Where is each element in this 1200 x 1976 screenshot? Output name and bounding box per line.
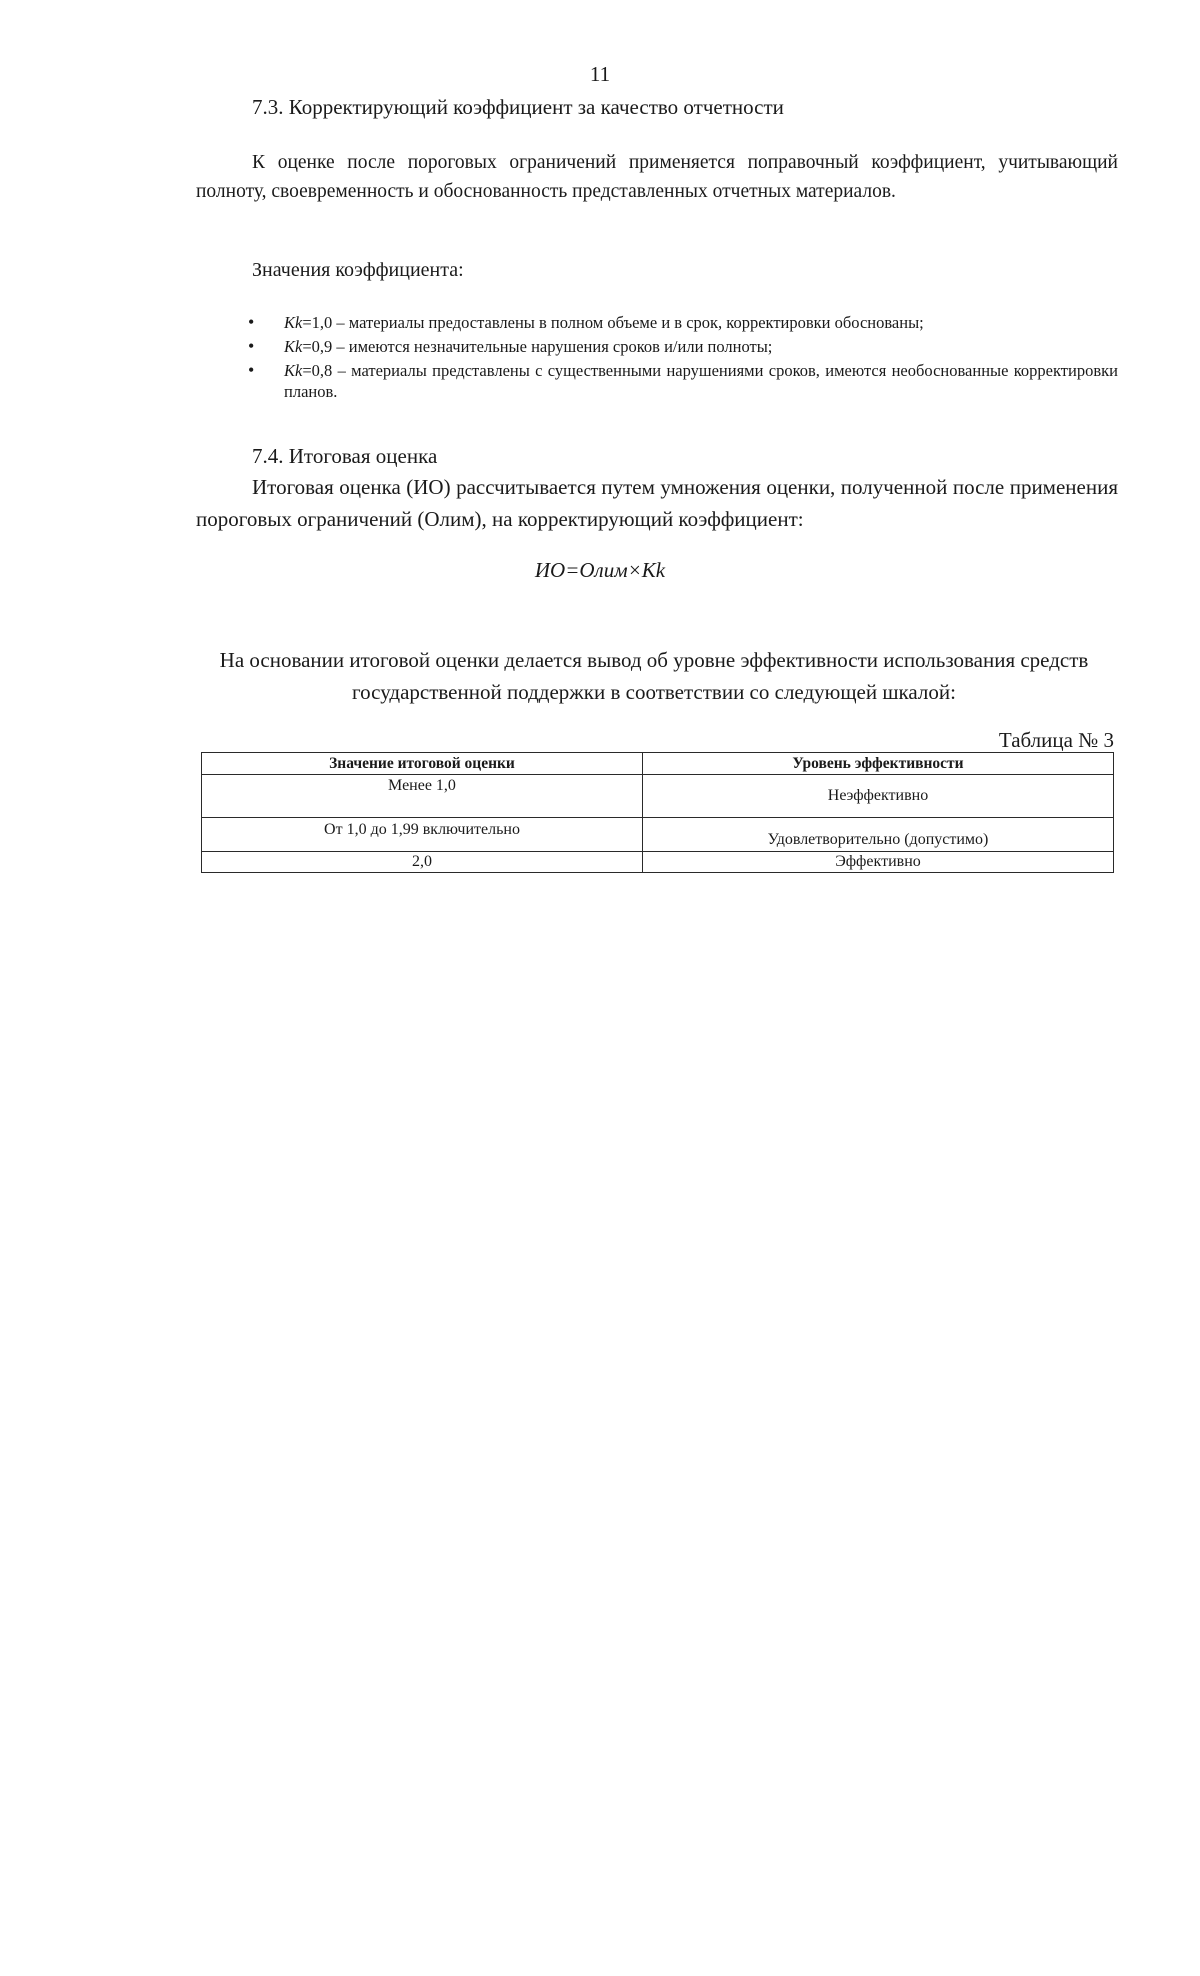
level-cell: Неэффективно: [643, 775, 1114, 818]
coefficient-description: =1,0 – материалы предоставлены в полном объеме и в срок, корректировки обоснованы;: [302, 313, 924, 332]
section-heading-7-4: 7.4. Итоговая оценка: [252, 444, 438, 468]
coefficient-symbol: Kk: [284, 337, 303, 356]
table-row: [202, 775, 1114, 818]
page-number: 11: [589, 62, 611, 86]
list-item: [196, 312, 1118, 333]
section-heading-7-3: 7.3. Корректирующий коэффициент за качество отчетности: [252, 95, 784, 119]
coefficient-list: [196, 312, 1118, 405]
list-item: [196, 336, 1118, 357]
list-item: [196, 360, 1118, 402]
bullet-icon: •: [248, 360, 255, 380]
level-cell: Удовлетворительно (допустимо): [643, 818, 1114, 852]
score-cell: 2,0: [202, 852, 643, 873]
section-7-3-paragraph: К оценке после пороговых ограничений применяется поправочный коэффициент, учитывающий полноту, своевременность и обоснованность представленных отчетных материалов.: [196, 152, 1118, 202]
column-header-score: Значение итоговой оценки: [202, 753, 643, 775]
column-header-level: Уровень эффективности: [643, 753, 1114, 775]
coefficient-symbol: Kk: [284, 313, 303, 332]
effectiveness-scale-table: [201, 752, 1114, 873]
conclusion-paragraph: На основании итоговой оценки делается вывод об уровне эффективности использования средств государственной поддержки в соответствии со следующей шкалой:: [219, 648, 1089, 704]
score-cell: От 1,0 до 1,99 включительно: [202, 818, 643, 852]
table-row: [202, 818, 1114, 852]
table-row: [202, 852, 1114, 873]
section-7-4-paragraph: Итоговая оценка (ИО) рассчитывается путем умножения оценки, полученной после применения пороговых ограничений (Олим), на корректирующий коэффициент:: [196, 475, 1118, 531]
bullet-icon: •: [248, 312, 255, 332]
level-cell: Эффективно: [643, 852, 1114, 873]
table-header-row: [202, 753, 1114, 775]
bullet-icon: •: [248, 336, 255, 356]
coefficient-values-label: Значения коэффициента:: [252, 259, 464, 281]
table-caption: Таблица № 3: [998, 728, 1114, 752]
coefficient-description: =0,9 – имеются незначительные нарушения сроков и/или полноты;: [302, 337, 773, 356]
score-cell: Менее 1,0: [202, 775, 643, 818]
final-score-formula: ИО=Олим×Kk: [534, 558, 666, 582]
coefficient-symbol: Kk: [284, 361, 303, 380]
coefficient-description: =0,8 – материалы представлены с существенными нарушениями сроков, имеются необоснованные корректировки планов.: [284, 361, 1118, 401]
